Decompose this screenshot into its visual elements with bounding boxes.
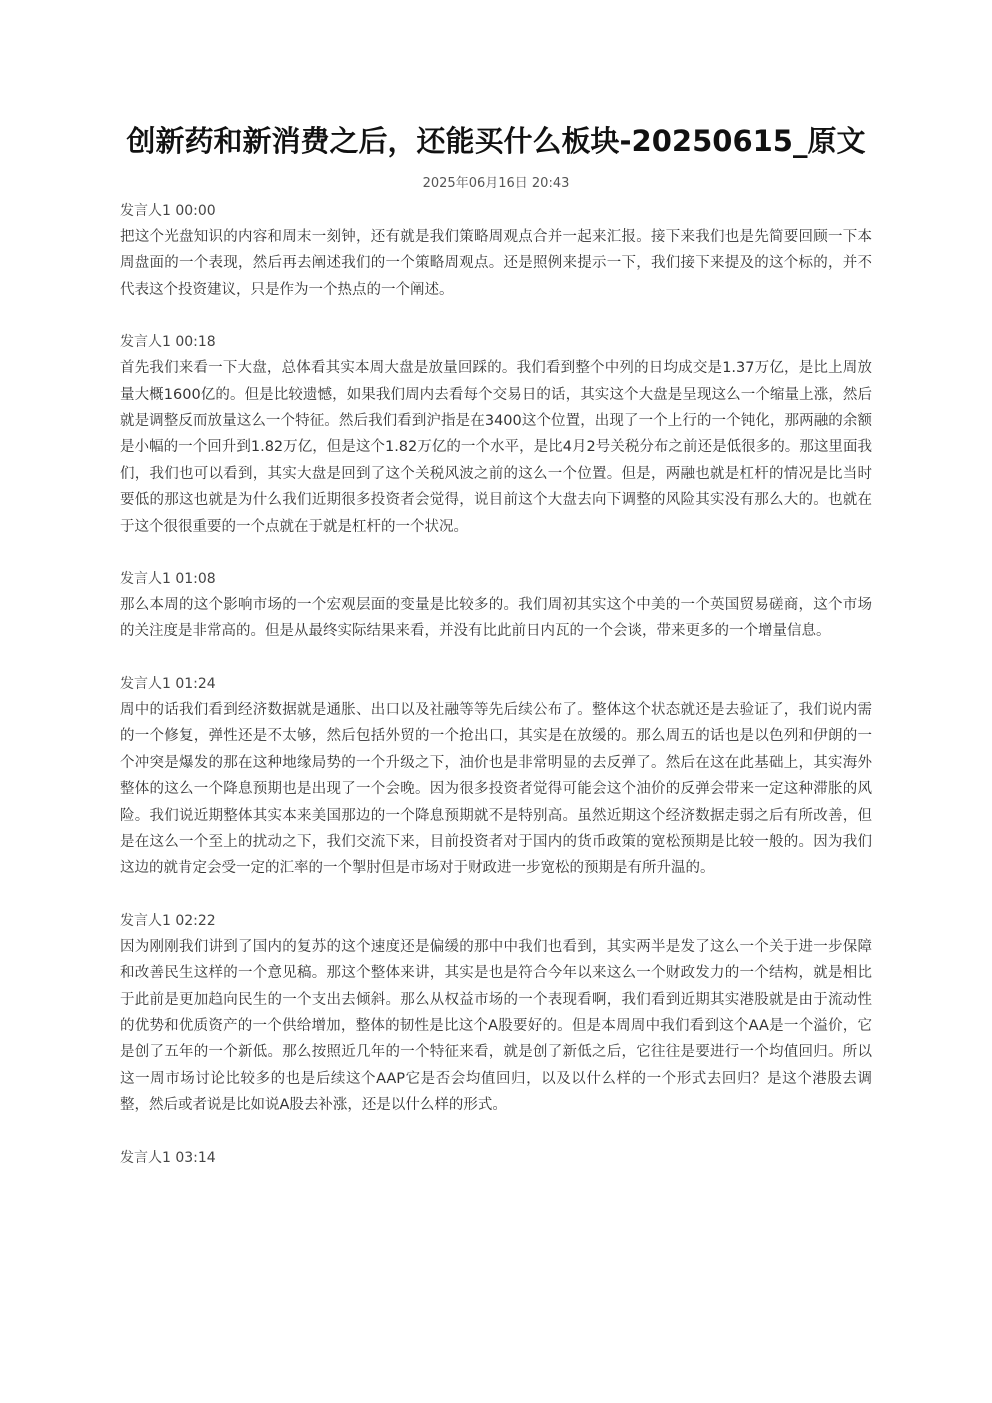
- speaker-timestamp: 发言人1 03:14: [120, 1149, 216, 1166]
- speaker-timestamp: 发言人1 00:18: [120, 334, 216, 351]
- segment-text: 那么本周的这个影响市场的一个宏观层面的变量是比较多的。我们周初其实这个中美的一个英国贸易磋商，这个市场的关注度是非常高的。但是从最终实际结果来看，并没有比此前日内瓦的一个会谈，带来更多的一个增量信息。: [120, 597, 872, 640]
- transcript-segment: [120, 908, 872, 1119]
- transcript-segment: [120, 198, 872, 303]
- transcript-segment: [120, 566, 872, 645]
- segment-text: 周中的话我们看到经济数据就是通胀、出口以及社融等等先后续公布了。整体这个状态就还是去验证了，我们说内需的一个修复，弹性还是不太够，然后包括外贸的一个抢出口，其实是在放缓的。那么周五的话也是以色列和伊朗的一个冲突是爆发的那在这种地缘局势的一个升级之下，油价也是非常明显的去反弹了。然后在这在此基础上，其实海外整体的这么一个降息预期也是出现了一个会晚。因为很多投资者觉得可能会这个油价的反弹会带来一定这种滞胀的风险。我们说近期整体其实本来美国那边的一个降息预期就不是特别高。虽然近期这个经济数据走弱之后有所改善，但是在这么一个至上的扰动之下，我们交流下来，目前投资者对于国内的货币政策的宽松预期是比较一般的。因为我们这边的就肯定会受一定的汇率的一个掣肘但是市场对于财政进一步宽松的预期是有所升温的。: [120, 701, 872, 877]
- document-date: 2025年06月16日 20:43: [422, 176, 570, 191]
- segment-text: 因为刚刚我们讲到了国内的复苏的这个速度还是偏缓的那中中我们也看到，其实两半是发了这么一个关于进一步保障和改善民生这样的一个意见稿。那这个整体来讲，其实是也是符合今年以来这么一个财政发力的一个结构，就是相比于此前是更加趋向民生的一个支出去倾斜。那么从权益市场的一个表现看啊，我们看到近期其实港股就是由于流动性的优势和优质资产的一个供给增加，整体的韧性是比这个A股要好的。但是本周周中我们看到这个AA是一个溢价，它是创了五年的一个新低。那么按照近几年的一个特征来看，就是创了新低之后，它往往是要进行一个均值回归。所以这一周市场讨论比较多的也是后续这个AAP它是否会均值回归，以及以什么样的一个形式去回归？是这个港股去调整，然后或者说是比如说A股去补涨，还是以什么样的形式。: [120, 938, 872, 1114]
- segment-text: 首先我们来看一下大盘，总体看其实本周大盘是放量回踩的。我们看到整个中列的日均成交是1.37万亿，是比上周放量大概1600亿的。但是比较遗憾，如果我们周内去看每个交易日的话，其实这个大盘是呈现这么一个缩量上涨，然后就是调整反而放量这么一个特征。然后我们看到沪指是在3400这个位置，出现了一个上行的一个钝化，那两融的余额是小幅的一个回升到1.82万亿，但是这个1.82万亿的一个水平，是比4月2号关税分布之前还是低很多的。那这里面我们，我们也可以看到，其实大盘是回到了这个关税风波之前的这么一个位置。但是，两融也就是杠杆的情况是比当时要低的那这也就是为什么我们近期很多投资者会觉得，说目前这个大盘去向下调整的风险其实没有那么大的。也就在于这个很很重要的一个点就在于就是杠杆的一个状况。: [120, 360, 872, 535]
- document-title: 创新药和新消费之后，还能买什么板块-20250615_原文: [126, 124, 866, 158]
- speaker-timestamp: 发言人1 01:08: [120, 571, 216, 588]
- transcript-segment: [120, 671, 872, 882]
- transcript-body: [120, 198, 872, 1197]
- speaker-timestamp: 发言人1 00:00: [120, 203, 216, 219]
- transcript-segment: [120, 1145, 872, 1171]
- speaker-timestamp: 发言人1 02:22: [120, 912, 216, 929]
- transcript-segment: [120, 329, 872, 540]
- segment-text: 把这个光盘知识的内容和周末一刻钟，还有就是我们策略周观点合并一起来汇报。接下来我们也是先简要回顾一下本周盘面的一个表现，然后再去阐述我们的一个策略周观点。还是照例来提示一下，我们接下来提及的这个标的，并不代表这个投资建议，只是作为一个热点的一个阐述。: [120, 229, 872, 298]
- speaker-timestamp: 发言人1 01:24: [120, 675, 216, 692]
